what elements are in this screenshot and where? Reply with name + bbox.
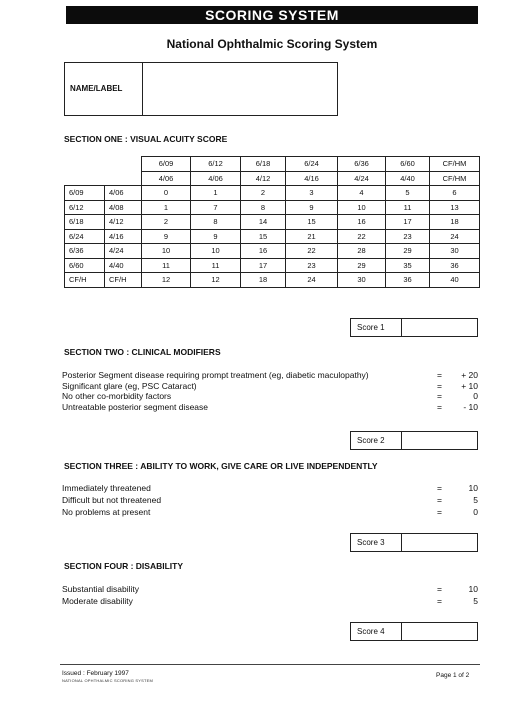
criterion-text: Moderate disability — [62, 596, 133, 606]
criterion-text: Untreatable posterior segment disease — [62, 401, 208, 412]
score-cell: 15 — [286, 215, 338, 230]
score-cell: 29 — [386, 244, 430, 259]
criterion-value: 10 — [468, 584, 478, 594]
score-2-box[interactable] — [350, 431, 478, 450]
equals-sign: = — [437, 584, 442, 594]
section-one-title: SECTION ONE : VISUAL ACUITY SCORE — [64, 134, 228, 144]
row-head-a: 6/24 — [65, 229, 105, 244]
criterion-value: 10 — [468, 483, 478, 493]
criterion-value: 5 — [473, 495, 478, 505]
score-cell: 16 — [338, 215, 386, 230]
col-head-2: 4/16 — [286, 171, 338, 186]
criterion-text: Significant glare (eg, PSC Cataract) — [62, 380, 197, 391]
score-cell: 10 — [142, 244, 191, 259]
section-four-title: SECTION FOUR : DISABILITY — [64, 561, 183, 571]
score-cell: 2 — [241, 186, 286, 201]
equals-sign: = — [437, 380, 442, 391]
header-row-2 — [65, 171, 480, 186]
col-head-1: 6/36 — [338, 157, 386, 172]
acuity-row — [65, 186, 480, 201]
acuity-row — [65, 215, 480, 230]
score-cell: 30 — [430, 244, 480, 259]
section-three-title: SECTION THREE : ABILITY TO WORK, GIVE CARE OR LIVE INDEPENDENTLY — [64, 461, 378, 471]
score-cell: 11 — [386, 200, 430, 215]
score-cell: 9 — [286, 200, 338, 215]
equals-sign: = — [437, 391, 442, 401]
score-cell: 15 — [241, 229, 286, 244]
score-1-box[interactable] — [350, 318, 478, 337]
score-cell: 9 — [142, 229, 191, 244]
criterion-value: 0 — [473, 507, 478, 517]
score-cell: 11 — [142, 258, 191, 273]
issued-date: Issued : February 1997 — [62, 670, 129, 677]
row-head-a: 6/12 — [65, 200, 105, 215]
equals-sign: = — [437, 401, 442, 412]
score-cell: 22 — [338, 229, 386, 244]
section-two-title: SECTION TWO : CLINICAL MODIFIERS — [64, 347, 221, 357]
score-cell: 21 — [286, 229, 338, 244]
score-cell: 36 — [386, 273, 430, 288]
score-cell: 17 — [386, 215, 430, 230]
score-cell: 17 — [241, 258, 286, 273]
score-cell: 35 — [386, 258, 430, 273]
criterion-value: + 20 — [461, 370, 478, 380]
page-number: Page 1 of 2 — [436, 672, 470, 679]
criterion-value: 0 — [473, 391, 478, 401]
name-label-box[interactable] — [64, 62, 338, 116]
title-banner: SCORING SYSTEM — [66, 6, 478, 24]
row-head-b: 4/16 — [105, 229, 142, 244]
row-head-a: 6/36 — [65, 244, 105, 259]
col-head-1: 6/24 — [286, 157, 338, 172]
score-4-box[interactable] — [350, 622, 478, 641]
col-head-1: 6/12 — [191, 157, 241, 172]
score-cell: 36 — [430, 258, 480, 273]
col-head-2: 4/40 — [386, 171, 430, 186]
score-cell: 14 — [241, 215, 286, 230]
score-cell: 40 — [430, 273, 480, 288]
footer-small-print: NATIONAL OPHTHALMIC SCORING SYSTEM — [62, 678, 154, 683]
acuity-row — [65, 229, 480, 244]
score-2-label: Score 2 — [351, 432, 402, 449]
equals-sign: = — [437, 495, 442, 505]
score-cell: 16 — [241, 244, 286, 259]
col-head-2: 4/06 — [142, 171, 191, 186]
score-cell: 1 — [191, 186, 241, 201]
col-head-1: 6/09 — [142, 157, 191, 172]
criterion-value: + 10 — [461, 380, 478, 391]
row-head-a: 6/18 — [65, 215, 105, 230]
footer-divider — [60, 664, 480, 665]
score-cell: 24 — [430, 229, 480, 244]
row-head-a: 6/09 — [65, 186, 105, 201]
col-head-1: CF/HM — [430, 157, 480, 172]
criterion-text: Substantial disability — [62, 584, 140, 594]
header-row-1 — [65, 157, 480, 172]
score-cell: 10 — [338, 200, 386, 215]
col-head-1: 6/60 — [386, 157, 430, 172]
score-cell: 9 — [191, 229, 241, 244]
score-cell: 18 — [241, 273, 286, 288]
score-cell: 29 — [338, 258, 386, 273]
row-head-b: CF/H — [105, 273, 142, 288]
acuity-row — [65, 200, 480, 215]
score-cell: 3 — [286, 186, 338, 201]
score-cell: 11 — [191, 258, 241, 273]
row-head-b: 4/12 — [105, 215, 142, 230]
criterion-value: 5 — [473, 596, 478, 606]
score-cell: 23 — [286, 258, 338, 273]
criterion-text: No other co-morbidity factors — [62, 391, 172, 401]
score-cell: 12 — [142, 273, 191, 288]
criterion-value: - 10 — [463, 401, 478, 412]
row-head-b: 4/08 — [105, 200, 142, 215]
score-1-label: Score 1 — [351, 319, 402, 336]
criterion-text: Posterior Segment disease requiring prompt treatment (eg, diabetic maculopathy) — [62, 370, 369, 380]
criterion-text: Difficult but not threatened — [62, 495, 162, 505]
score-cell: 4 — [338, 186, 386, 201]
score-cell: 23 — [386, 229, 430, 244]
row-head-b: 4/06 — [105, 186, 142, 201]
col-head-2: 4/24 — [338, 171, 386, 186]
row-head-b: 4/40 — [105, 258, 142, 273]
acuity-row — [65, 244, 480, 259]
row-head-a: 6/60 — [65, 258, 105, 273]
criterion-text: Immediately threatened — [62, 483, 151, 493]
equals-sign: = — [437, 483, 442, 493]
col-head-2: 4/12 — [241, 171, 286, 186]
acuity-row — [65, 273, 480, 288]
score-cell: 8 — [241, 200, 286, 215]
score-cell: 18 — [430, 215, 480, 230]
score-cell: 13 — [430, 200, 480, 215]
equals-sign: = — [437, 370, 442, 380]
document-subtitle: National Ophthalmic Scoring System — [166, 37, 378, 51]
equals-sign: = — [437, 507, 442, 517]
equals-sign: = — [437, 596, 442, 606]
col-head-2: 4/06 — [191, 171, 241, 186]
col-head-1: 6/18 — [241, 157, 286, 172]
col-head-2: CF/HM — [430, 171, 480, 186]
score-3-label: Score 3 — [351, 534, 402, 551]
score-cell: 22 — [286, 244, 338, 259]
score-cell: 0 — [142, 186, 191, 201]
score-cell: 1 — [142, 200, 191, 215]
score-cell: 5 — [386, 186, 430, 201]
name-label-caption: NAME/LABEL — [65, 63, 143, 115]
score-cell: 24 — [286, 273, 338, 288]
score-cell: 7 — [191, 200, 241, 215]
visual-acuity-table — [64, 156, 480, 288]
row-head-b: 4/24 — [105, 244, 142, 259]
score-cell: 2 — [142, 215, 191, 230]
score-cell: 10 — [191, 244, 241, 259]
acuity-row — [65, 258, 480, 273]
score-cell: 6 — [430, 186, 480, 201]
score-cell: 30 — [338, 273, 386, 288]
row-head-a: CF/H — [65, 273, 105, 288]
score-cell: 28 — [338, 244, 386, 259]
score-3-box[interactable] — [350, 533, 478, 552]
score-cell: 12 — [191, 273, 241, 288]
score-cell: 8 — [191, 215, 241, 230]
score-4-label: Score 4 — [351, 623, 402, 640]
criterion-text: No problems at present — [62, 507, 151, 517]
